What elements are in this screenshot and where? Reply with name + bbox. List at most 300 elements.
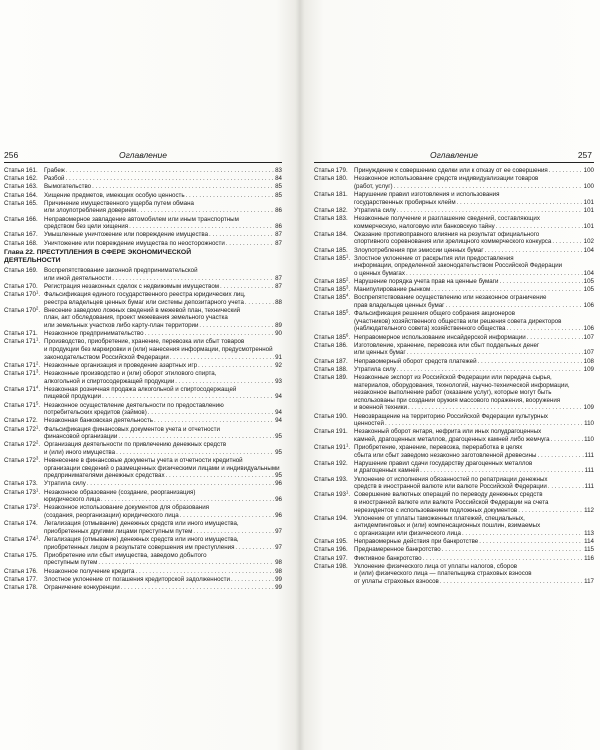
article-title-text: или ценных бумаг bbox=[354, 349, 406, 357]
article-title bbox=[354, 460, 594, 475]
article-title-text: Незаконные экспорт из Российской Федерации или передача сырья, bbox=[354, 373, 552, 381]
article-title-text: и драгоценных камней bbox=[354, 467, 420, 475]
article-number: Статья 197. bbox=[314, 554, 348, 562]
dot-leader bbox=[101, 496, 274, 504]
article-title-text: Незаконные организация и проведение азартных игр bbox=[44, 361, 198, 369]
toc-list bbox=[4, 167, 282, 592]
article-title-text: Утратила силу bbox=[44, 480, 86, 488]
page-ref: 101 bbox=[583, 198, 594, 206]
page-ref: 108 bbox=[583, 357, 594, 365]
article-number: Статья 165. bbox=[4, 199, 38, 207]
dot-leader bbox=[209, 231, 274, 239]
article-title-text: Приобретение, хранение, перевозка, переработка в целях bbox=[354, 444, 523, 452]
article-number: Статья 175. bbox=[4, 551, 38, 559]
page-ref: 112 bbox=[584, 506, 594, 514]
article-title bbox=[354, 546, 594, 554]
article-number: Статья 170. bbox=[4, 282, 38, 290]
article-number: Статья 188. bbox=[314, 365, 348, 373]
toc-entry bbox=[314, 191, 594, 206]
page-ref: 111 bbox=[584, 467, 594, 475]
article-label: Статья $185^5$. bbox=[314, 308, 351, 318]
toc-entry bbox=[4, 283, 282, 291]
article-label bbox=[314, 538, 354, 546]
article-title bbox=[44, 175, 282, 183]
article-title-line bbox=[44, 441, 282, 449]
article-superscript: 3 bbox=[36, 455, 39, 461]
article-number: Статья 171 bbox=[4, 361, 36, 369]
page-ref: 96 bbox=[275, 480, 282, 488]
toc-entry bbox=[4, 576, 282, 584]
article-label bbox=[314, 374, 354, 382]
article-number: Статья 170 bbox=[4, 291, 36, 299]
article-title bbox=[354, 428, 594, 443]
article-label: Статья $191^1$. bbox=[314, 442, 351, 452]
page-ref: 95 bbox=[275, 433, 282, 441]
toc-entry bbox=[4, 504, 282, 519]
dot-leader bbox=[226, 240, 274, 248]
article-label bbox=[4, 183, 44, 191]
article-number: Статья 181. bbox=[314, 190, 348, 198]
article-title bbox=[44, 504, 282, 519]
article-number: Статья 182. bbox=[314, 206, 348, 214]
article-label bbox=[4, 584, 44, 592]
article-superscript: 1 bbox=[36, 336, 39, 342]
article-title-line bbox=[44, 433, 282, 441]
article-title-text: Незаконный оборот янтаря, нефрита или иных полудрагоценных bbox=[354, 428, 542, 436]
article-title-line bbox=[354, 483, 594, 491]
toc-entry bbox=[4, 370, 282, 385]
article-title-text: Злостное уклонение от погашения кредиторской задолженности bbox=[44, 575, 230, 583]
article-title-line bbox=[44, 568, 282, 576]
article-label: Статья $172^1$. bbox=[4, 424, 41, 433]
article-title-text: Регистрация незаконных сделок с недвижимым имуществом bbox=[44, 282, 220, 290]
article-title-line bbox=[44, 240, 282, 248]
article-title-line bbox=[44, 216, 282, 224]
dot-leader bbox=[166, 472, 275, 480]
article-title-text: Злоупотребления при эмиссии ценных бумаг bbox=[354, 246, 484, 254]
dot-leader bbox=[136, 568, 275, 576]
article-number: Статья 171 bbox=[4, 369, 36, 377]
article-title bbox=[44, 441, 282, 456]
article-title-text: Невозвращение на территорию Российской Федерации культурных bbox=[354, 412, 548, 420]
article-title-text: законодательством Российской Федерации bbox=[44, 353, 169, 361]
dot-leader bbox=[92, 183, 274, 191]
dot-leader bbox=[445, 302, 582, 310]
toc-entry bbox=[4, 520, 282, 535]
article-title bbox=[354, 374, 594, 412]
article-title bbox=[354, 342, 594, 357]
article-title bbox=[44, 307, 282, 330]
article-title-text: алкогольной и спиртосодержащей продукции bbox=[44, 377, 175, 385]
article-title-line bbox=[354, 223, 594, 231]
dot-leader bbox=[87, 480, 274, 488]
dot-leader bbox=[170, 354, 274, 362]
page-ref: 92 bbox=[275, 361, 282, 369]
article-number: Статья 185. bbox=[314, 246, 348, 254]
article-title-text: и (или) физического лица — плательщика страховых взносов bbox=[354, 570, 532, 578]
article-title-text: прав владельцев ценных бумаг bbox=[354, 302, 445, 310]
dot-leader bbox=[129, 223, 274, 231]
article-title-line bbox=[44, 472, 282, 480]
page-ref: 106 bbox=[583, 325, 594, 333]
article-title-line bbox=[44, 167, 282, 175]
dot-leader bbox=[397, 207, 583, 215]
article-title-text: от уплаты страховых взносов bbox=[354, 577, 439, 585]
chapter-heading-line: ДЕЯТЕЛЬНОСТИ bbox=[4, 257, 61, 265]
article-title-line bbox=[354, 570, 594, 578]
article-title-text: план, акт обследования, проект межевания земельного участка bbox=[44, 314, 228, 322]
article-title-line bbox=[354, 334, 594, 342]
dot-leader bbox=[551, 436, 583, 444]
article-title-line bbox=[44, 386, 282, 394]
article-title-line bbox=[354, 325, 594, 333]
article-title bbox=[354, 167, 594, 175]
article-superscript: 1 bbox=[346, 489, 349, 495]
toc-entry bbox=[4, 568, 282, 576]
page-ref: 86 bbox=[275, 207, 282, 215]
article-title-text: Принуждение к совершению сделки или к отказу от ее совершения bbox=[354, 167, 548, 174]
article-title-text: Незаконные получение и разглашение сведений, составляющих bbox=[354, 214, 540, 222]
article-title-line bbox=[354, 310, 594, 318]
article-title-text: Уклонение от исполнения обязанностей по репатриации денежных bbox=[354, 475, 548, 483]
article-title-line bbox=[44, 536, 282, 544]
article-title-text: Совершение валютных операций по переводу денежных средств bbox=[354, 491, 543, 499]
article-title-line bbox=[44, 465, 282, 473]
article-title-text: Разбой bbox=[44, 175, 65, 183]
article-title-text: и (или) иного имущества bbox=[44, 448, 116, 456]
page-ref: 111 bbox=[584, 451, 594, 459]
article-title-text: Неправомерные действия при банкротстве bbox=[354, 538, 479, 546]
article-superscript: 2 bbox=[36, 502, 39, 508]
dot-leader bbox=[431, 286, 582, 294]
article-title-line bbox=[44, 314, 282, 322]
article-title-line bbox=[354, 175, 594, 183]
page-ref: 85 bbox=[275, 191, 282, 199]
toc-entry bbox=[4, 330, 282, 338]
article-title-text: (наблюдательного совета) хозяйственного общества bbox=[354, 325, 506, 333]
article-number: Статья 185 bbox=[314, 278, 346, 286]
dot-leader bbox=[220, 283, 274, 291]
article-title-text: камней, драгоценных металлов, драгоценных камней либо жемчуга bbox=[354, 435, 550, 443]
article-superscript: 2 bbox=[36, 305, 39, 311]
article-title-text: Преднамеренное банкротство bbox=[354, 546, 441, 554]
dot-leader bbox=[527, 334, 583, 342]
article-number: Статья 172 bbox=[4, 457, 36, 465]
dot-leader bbox=[397, 366, 583, 374]
page-ref: 84 bbox=[275, 175, 282, 183]
toc-entry bbox=[314, 546, 594, 554]
article-title-line bbox=[354, 286, 594, 294]
page-ref: 99 bbox=[275, 583, 282, 591]
toc-entry bbox=[4, 362, 282, 370]
article-number: Статья 163. bbox=[4, 183, 38, 191]
article-title-text: Неправомерное использование инсайдерской информации bbox=[354, 333, 526, 341]
article-title-line bbox=[354, 530, 594, 538]
article-title bbox=[44, 370, 282, 385]
article-title bbox=[354, 294, 594, 309]
article-label bbox=[314, 215, 354, 223]
article-title-line bbox=[44, 512, 282, 520]
article-superscript: 2 bbox=[36, 439, 39, 445]
article-title-text: использованы при создании оружия массового поражения, вооружения bbox=[354, 396, 561, 404]
article-title-line bbox=[44, 223, 282, 231]
article-title-line bbox=[44, 426, 282, 434]
article-superscript: 1 bbox=[36, 487, 39, 493]
article-label bbox=[4, 240, 44, 248]
article-label bbox=[4, 200, 44, 208]
article-label bbox=[314, 175, 354, 183]
article-title bbox=[44, 426, 282, 441]
toc-entry bbox=[4, 338, 282, 361]
page-ref: 109 bbox=[583, 365, 594, 373]
article-title-text: Изготовление, хранение, перевозка или сбыт поддельных денег bbox=[354, 341, 540, 349]
toc-entry bbox=[4, 480, 282, 488]
article-title-line bbox=[354, 270, 594, 278]
toc-entry bbox=[4, 307, 282, 330]
article-number: Статья 174. bbox=[4, 520, 38, 528]
article-number: Статья 171 bbox=[4, 385, 36, 393]
toc-entry bbox=[4, 536, 282, 551]
article-number: Статья 168. bbox=[4, 239, 38, 247]
article-number: Статья 180. bbox=[314, 175, 348, 183]
article-title-text: или земельных участков либо карту-план территории bbox=[44, 322, 199, 330]
article-title-line bbox=[354, 563, 594, 571]
article-title-text: Уклонение от уплаты таможенных платежей, специальных, bbox=[354, 514, 525, 522]
article-title bbox=[354, 215, 594, 230]
article-title bbox=[44, 480, 282, 488]
dot-leader bbox=[235, 544, 274, 552]
page-ref: 111 bbox=[584, 483, 594, 491]
page-header bbox=[314, 150, 594, 163]
dot-leader bbox=[137, 207, 274, 215]
article-superscript: 1 bbox=[36, 424, 39, 429]
page-ref: 107 bbox=[583, 349, 594, 357]
article-title-text: Утратила силу bbox=[354, 365, 396, 373]
article-title-line bbox=[354, 349, 594, 357]
article-title-text: Незаконное получение кредита bbox=[44, 567, 135, 575]
toc-entry bbox=[4, 216, 282, 231]
toc-entry bbox=[4, 291, 282, 306]
page-ref: 115 bbox=[584, 546, 594, 554]
article-title-line bbox=[44, 207, 282, 215]
article-title-line bbox=[354, 522, 594, 530]
page-ref: 98 bbox=[275, 567, 282, 575]
dot-leader bbox=[440, 578, 583, 586]
page-ref: 87 bbox=[275, 239, 282, 247]
article-title bbox=[44, 576, 282, 584]
article-title-text: Незаконное предпринимательство bbox=[44, 330, 144, 338]
article-number: Статья 176. bbox=[4, 567, 38, 575]
article-label bbox=[314, 546, 354, 554]
article-label bbox=[314, 231, 354, 239]
toc-entry bbox=[314, 444, 594, 459]
page-ref: 87 bbox=[275, 231, 282, 239]
article-label bbox=[314, 167, 354, 175]
right-page bbox=[314, 150, 594, 630]
article-superscript: 3 bbox=[36, 368, 39, 374]
toc-entry bbox=[4, 167, 282, 175]
article-number: Статья 171 bbox=[4, 401, 36, 409]
article-superscript: 6 bbox=[346, 332, 349, 338]
page-header bbox=[4, 150, 282, 163]
article-label: Статья $172^3$. bbox=[4, 455, 41, 465]
page-ref: 101 bbox=[583, 206, 594, 214]
dot-leader bbox=[538, 452, 584, 460]
article-title-line bbox=[44, 200, 282, 208]
article-title-text: организации сведений о размещенных физическими лицами и индивидуальными bbox=[44, 464, 280, 472]
page-ref: 116 bbox=[584, 554, 594, 562]
article-title-text: Утратила силу bbox=[354, 206, 396, 214]
page-ref: 104 bbox=[583, 269, 594, 277]
article-title-text: незаконное выполнение работ (оказание услуг), которые могут быть bbox=[354, 389, 552, 397]
article-title-line bbox=[44, 183, 282, 191]
toc-entry bbox=[314, 374, 594, 412]
article-number: Статья 183. bbox=[314, 214, 348, 222]
article-title-line bbox=[354, 436, 594, 444]
page-ref: 105 bbox=[583, 286, 594, 294]
article-number: Статья 184. bbox=[314, 230, 348, 238]
chapter-heading-line: Глава 22. ПРЕСТУПЛЕНИЯ В СФЕРЕ ЭКОНОМИЧЕСКОЙ bbox=[4, 249, 192, 257]
page-ref: 85 bbox=[275, 183, 282, 191]
article-number: Статья 164. bbox=[4, 191, 38, 199]
dot-leader bbox=[154, 417, 274, 425]
article-title-text: Хищение предметов, имеющих особую ценность bbox=[44, 191, 185, 199]
page-number: 256 bbox=[4, 150, 19, 160]
article-title-line bbox=[44, 322, 282, 330]
article-title-text: в иностранной валюте или валюте Российской Федерации на счета bbox=[354, 499, 549, 506]
article-label bbox=[314, 460, 354, 468]
dot-leader bbox=[231, 576, 274, 584]
article-title-text: Легализация (отмывание) денежных средств или иного имущества, bbox=[44, 520, 239, 528]
page-ref: 100 bbox=[583, 182, 594, 190]
article-label bbox=[314, 358, 354, 366]
article-title-line bbox=[354, 467, 594, 475]
running-title: Оглавление bbox=[429, 150, 479, 160]
dot-leader bbox=[98, 559, 274, 567]
toc-entry bbox=[314, 294, 594, 309]
page-ref: 83 bbox=[275, 167, 282, 174]
article-title bbox=[44, 231, 282, 239]
article-title-text: Ограничение конкуренции bbox=[44, 583, 120, 591]
article-superscript: 2 bbox=[346, 276, 349, 282]
article-label bbox=[4, 167, 44, 175]
article-title-line bbox=[354, 404, 594, 412]
article-title-line bbox=[354, 191, 594, 199]
article-label: Статья $170^2$. bbox=[4, 305, 41, 314]
article-superscript: 1 bbox=[346, 253, 349, 259]
article-label bbox=[4, 175, 44, 183]
article-title-line bbox=[354, 207, 594, 215]
dot-leader bbox=[199, 322, 274, 330]
article-number: Статья 172. bbox=[4, 417, 38, 425]
toc-entry bbox=[314, 310, 594, 333]
article-superscript: 3 bbox=[346, 284, 349, 290]
page-ref: 100 bbox=[583, 167, 594, 174]
article-number: Статья 194. bbox=[314, 514, 348, 522]
dot-leader bbox=[145, 330, 275, 338]
toc-entry bbox=[4, 426, 282, 441]
article-title-text: средством без цели хищения bbox=[44, 223, 129, 231]
article-title bbox=[44, 167, 282, 175]
dot-leader bbox=[394, 183, 583, 191]
article-title bbox=[44, 417, 282, 425]
article-label: Статья $171^4$. bbox=[4, 384, 41, 393]
article-number: Статья 185 bbox=[314, 286, 346, 294]
page-ref: 114 bbox=[584, 538, 594, 546]
toc-entry bbox=[4, 267, 282, 282]
article-number: Статья 189. bbox=[314, 373, 348, 381]
article-title-text: Незаконная банковская деятельность bbox=[44, 417, 154, 425]
page-ref: 86 bbox=[275, 223, 282, 231]
article-title-text: Неправомерный оборот средств платежей bbox=[354, 357, 477, 365]
page-ref: 102 bbox=[583, 238, 594, 246]
article-title bbox=[354, 476, 594, 491]
article-title-text: потребительских кредитов (займов) bbox=[44, 409, 147, 417]
toc-entry bbox=[4, 417, 282, 425]
article-title bbox=[354, 358, 594, 366]
article-title bbox=[354, 255, 594, 278]
article-label bbox=[4, 568, 44, 576]
toc-entry bbox=[314, 215, 594, 230]
dot-leader bbox=[121, 584, 274, 592]
article-title bbox=[354, 413, 594, 428]
dot-leader bbox=[479, 538, 583, 546]
article-label bbox=[4, 552, 44, 560]
article-number: Статья 185 bbox=[314, 333, 346, 341]
article-title-line bbox=[354, 428, 594, 436]
article-label: Статья $185^4$. bbox=[314, 292, 351, 302]
article-title-line bbox=[354, 215, 594, 223]
article-title bbox=[354, 366, 594, 374]
article-title-text: государственных пробирных клейм bbox=[354, 198, 456, 206]
article-label bbox=[314, 342, 354, 350]
article-title-line bbox=[354, 238, 594, 246]
article-title-line bbox=[44, 393, 282, 401]
article-label: Статья $173^2$. bbox=[4, 502, 41, 512]
toc-entry bbox=[314, 175, 594, 190]
article-title-text: (участников) хозяйственного общества или решения совета директоров bbox=[354, 317, 562, 325]
article-number: Статья 173 bbox=[4, 504, 36, 512]
article-title-line bbox=[44, 267, 282, 275]
dot-leader bbox=[148, 409, 274, 417]
article-title-text: спортивного соревнования или зрелищного коммерческого конкурса bbox=[354, 238, 552, 246]
toc-entry bbox=[314, 555, 594, 563]
toc-entry bbox=[314, 491, 594, 514]
article-title-line bbox=[44, 354, 282, 362]
article-label bbox=[314, 563, 354, 571]
page-ref: 87 bbox=[275, 282, 282, 290]
article-superscript: 4 bbox=[36, 384, 39, 390]
dot-leader bbox=[478, 358, 583, 366]
article-title-line bbox=[354, 262, 594, 270]
article-title bbox=[44, 386, 282, 401]
article-title-line bbox=[44, 449, 282, 457]
article-number: Статья 172 bbox=[4, 425, 36, 433]
page-number: 257 bbox=[577, 150, 592, 160]
article-title-text: Незаконные производство и (или) оборот этилового спирта, bbox=[44, 369, 217, 377]
article-number: Статья 192. bbox=[314, 459, 348, 467]
article-title-line bbox=[354, 231, 594, 239]
article-title bbox=[354, 555, 594, 563]
article-title-line bbox=[354, 389, 594, 397]
dot-leader bbox=[552, 238, 582, 246]
dot-leader bbox=[66, 175, 275, 183]
article-title-line bbox=[354, 255, 594, 263]
article-title-line bbox=[44, 489, 282, 497]
article-title-text: Причинение имущественного ущерба путем обмана bbox=[44, 199, 194, 207]
article-title bbox=[44, 267, 282, 282]
page-ref: 87 bbox=[275, 274, 282, 282]
